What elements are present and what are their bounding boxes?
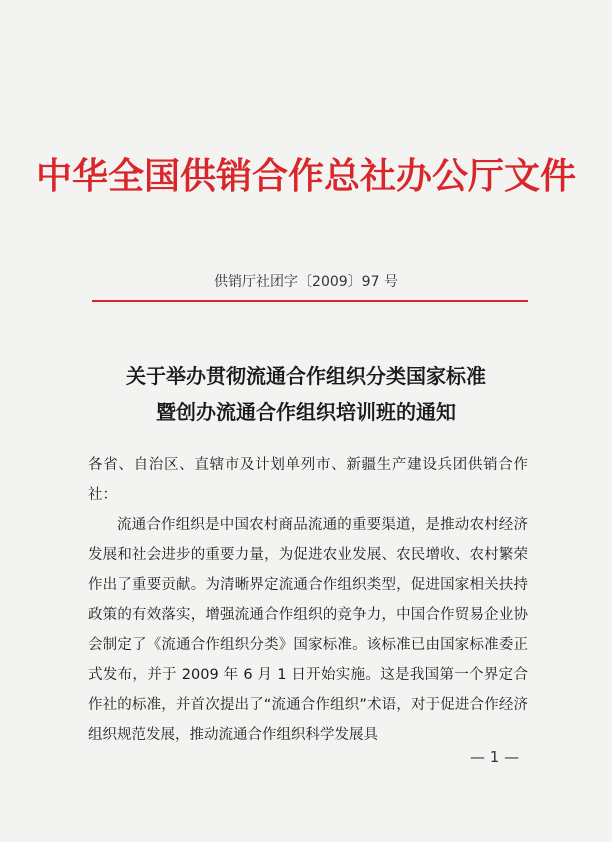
title-line-2: 暨创办流通合作组织培训班的通知 bbox=[156, 400, 456, 424]
page-number: — 1 — bbox=[470, 748, 520, 766]
document-number: 供销厅社团字〔2009〕97 号 bbox=[214, 274, 398, 290]
issuer-header: 中华全国供销合作总社办公厅文件 bbox=[35, 155, 576, 197]
addressee: 各省、自治区、直辖市及计划单列市、新疆生产建设兵团供销合作社： bbox=[88, 457, 528, 503]
body-paragraph: 流通合作组织是中国农村商品流通的重要渠道，是推动农村经济发展和社会进步的重要力量，为促进农业发展、农民增收、农村繁荣作出了重要贡献。为清晰界定流通合作组织类型，促进国家相关扶持政策的有效落实，增强流通合作组织的竞争力，中国合作贸易企业协会制定了《流通合作组织分类》国家标准。该标准已由国家标准委正式发布，并于 2009 年 6 月 1 日开始实施。这是我国第一个界定合作社的标准，并首次提出了“流通合作组织”术语，对于促进合作经济组织规范发展，推动流通合作组织科学发展具 bbox=[88, 517, 528, 743]
red-divider bbox=[92, 300, 528, 302]
title-line-1: 关于举办贯彻流通合作组织分类国家标准 bbox=[126, 364, 486, 388]
